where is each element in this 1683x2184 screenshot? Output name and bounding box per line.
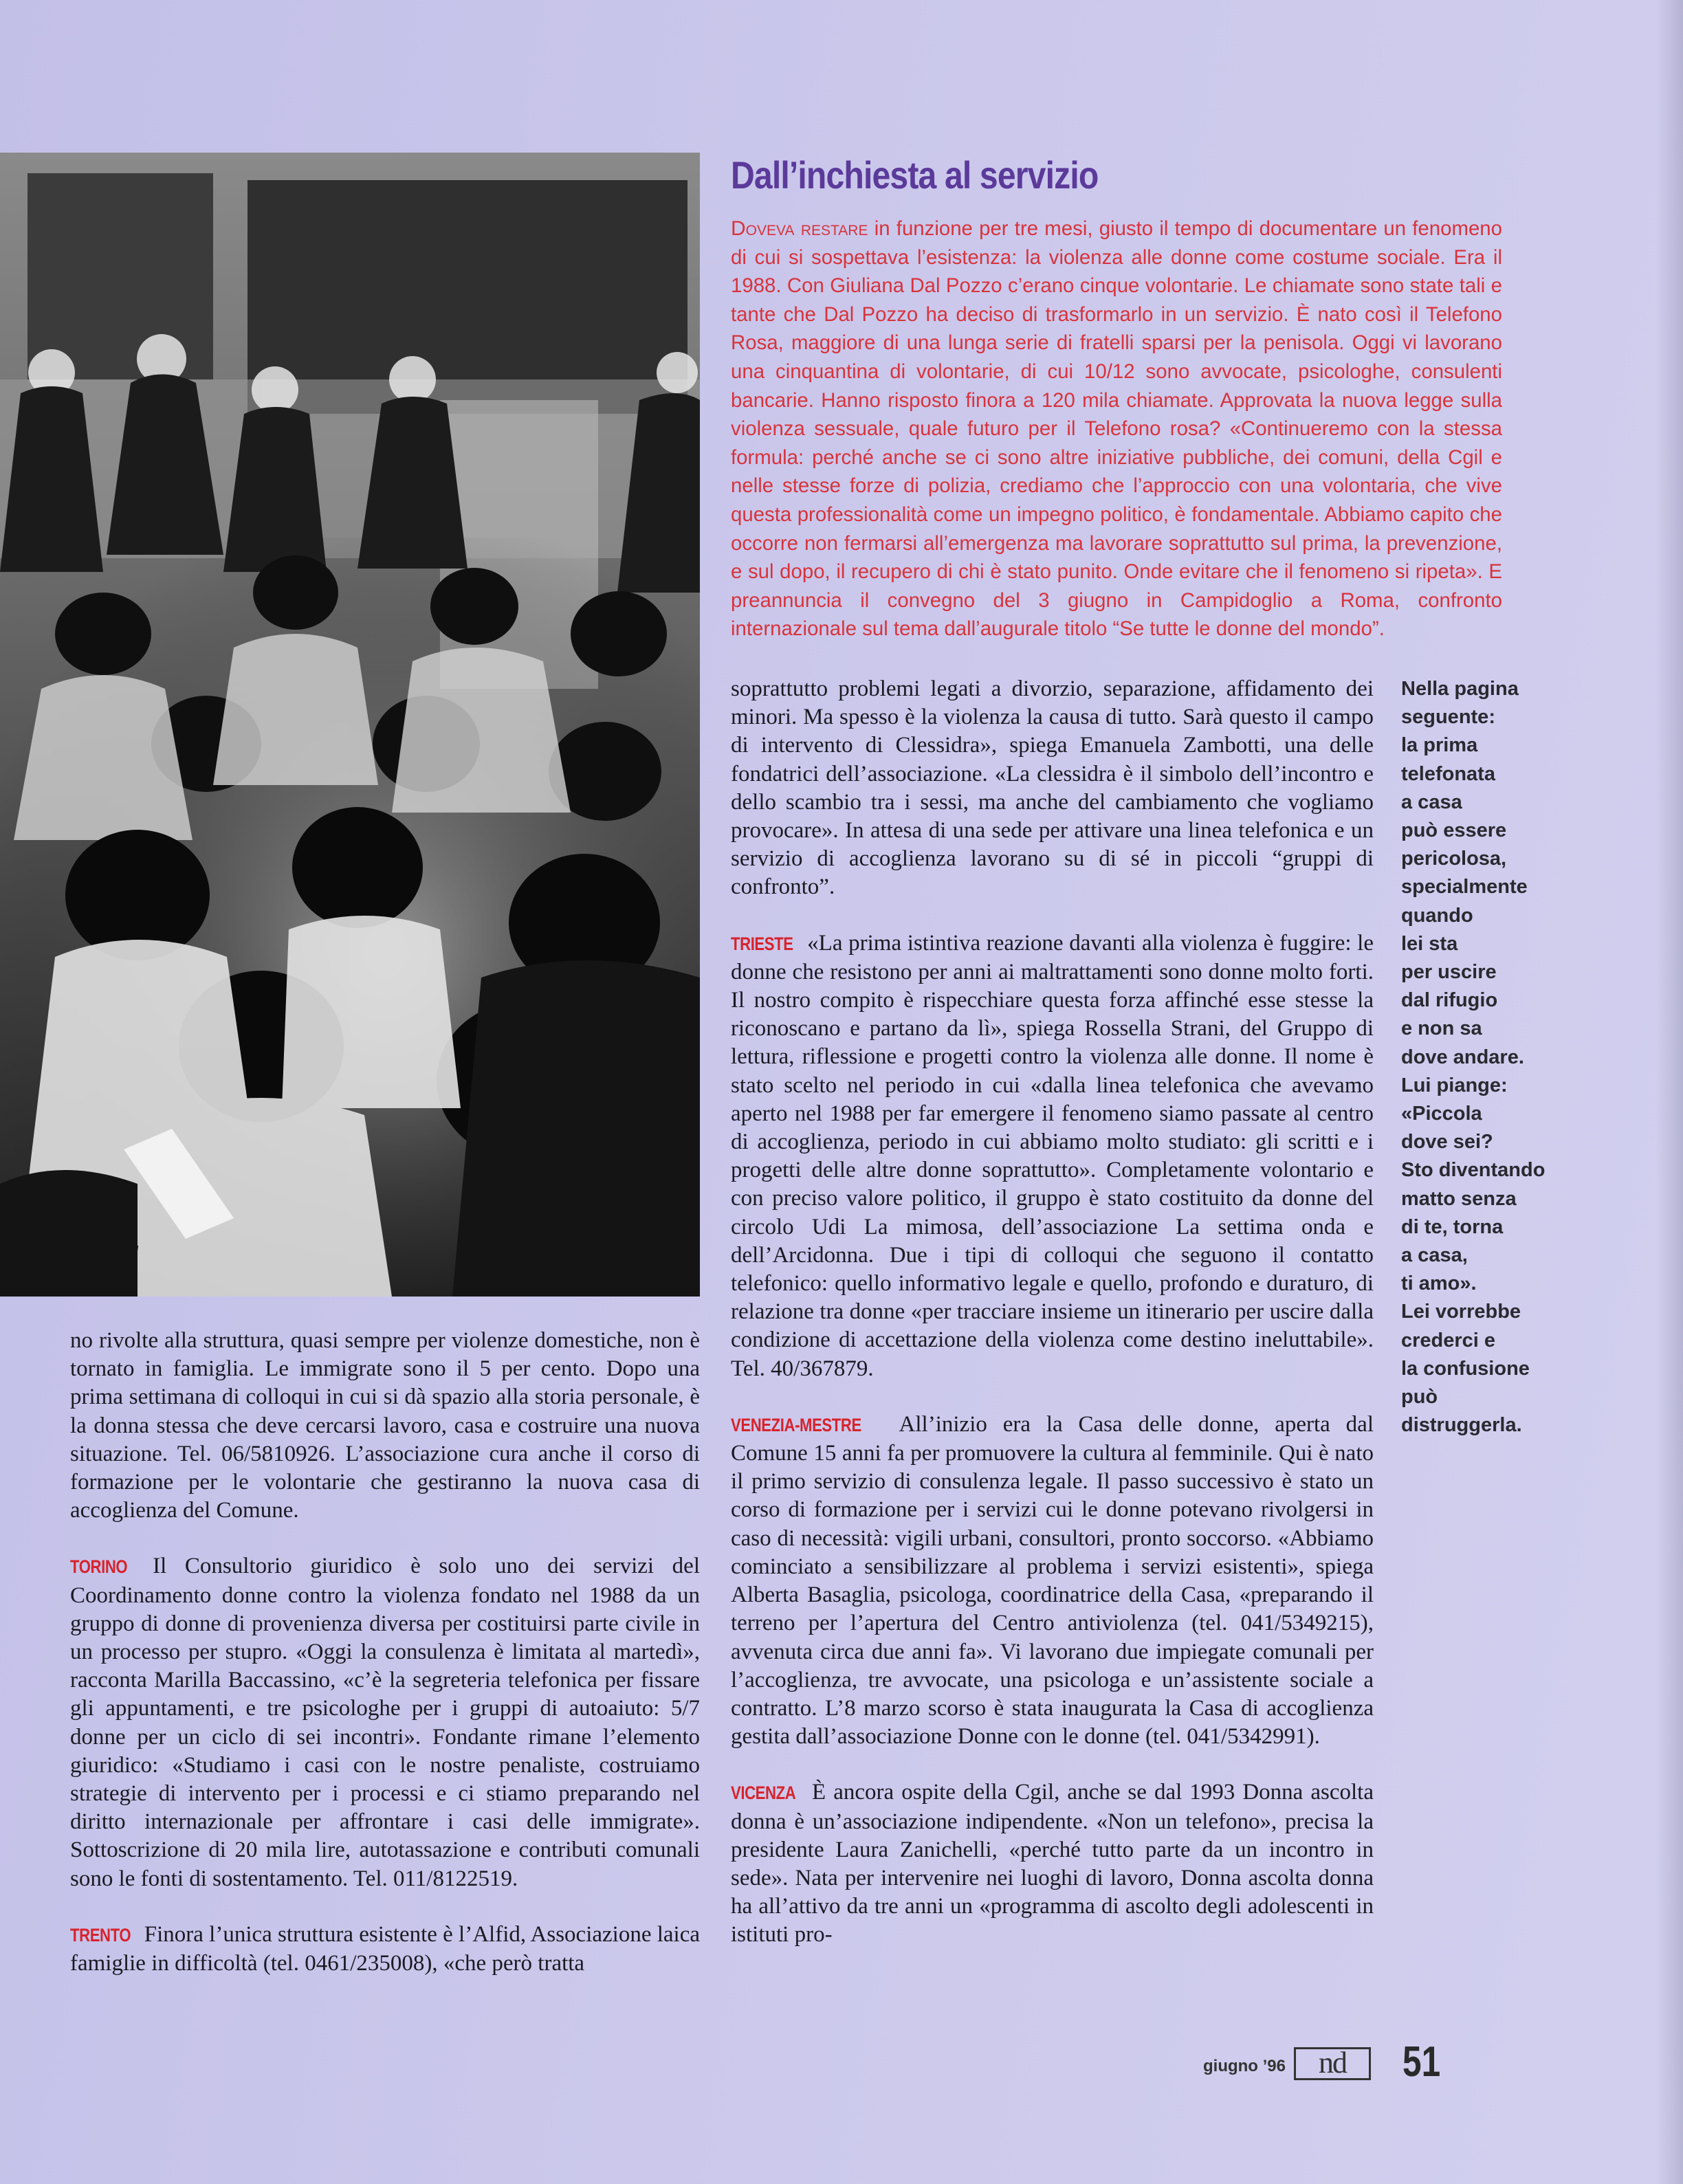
issue-date: giugno ’96 (1203, 2057, 1286, 2075)
paragraph-torino-text: Il Consultorio giuridico è solo uno dei servizi del Coordinamento donne contro la violenza fondato nel 1988 da un gruppo di donne di provenienza diversa per costituirsi parte civile in un processo per stupro. «Oggi la consulenza è limitata al martedì», racconta Marilla Baccassino, «c’è la segreteria telefonica per fissare gli appuntamenti, e tre psicologhe per i gruppi di autoaiuto: 5/7 donne per un ciclo di sei incontri». Fondante rimane l’elemento giuridico: «Studiamo i casi con le nostre penaliste, costruiamo strategie di intervento per i processi e ci stiamo preparando nel diritto internazionale per affrontare i casi delle immigrate». Sottoscrizione di 20 mila lire, autotassazione e contributi comunali sono le fonti di sostentamento. Tel. 011/8122519. (70, 1554, 700, 1891)
sidebar-lead: Doveva restare (731, 217, 868, 240)
column-right (731, 675, 1374, 1977)
page-number: 51 (1402, 2038, 1441, 2086)
paragraph-trieste-text: «La prima istintiva reazione davanti alla violenza è fuggire: le donne che resistono per anni ai maltrattamenti sono donne molto forti. Il nostro compito è rispecchiare questa forza affinché esse stesse la riconoscano e partano da lì», spiega Rossella Strani, del Gruppo di lettura, riflessione e progetti contro la violenza alle donne. Il nome è stato scelto nel periodo in cui «dalla linea telefonica che avevamo aperto nel 1988 per far emergere il fenomeno siamo passate al centro di accoglienza, periodo in cui abbiamo molto studiato: gli scritti e i progetti delle altre donne soprattutto». Completamente volontario e con preciso valore politico, il gruppo è stato costituito da donne del circolo Udi La mimosa, dell’associazione La settima onda e dell’Arcidonna. Due i tipi di colloqui che seguono il contatto telefonico: quello informativo legale e quello, profondo e duraturo, di relazione tra donne «per tracciare insieme un itinerario per uscire dalla condizione di accettazione della violenza come destino ineluttabile». Tel. 40/367879. (731, 930, 1374, 1381)
paragraph-venezia (731, 1411, 1374, 1751)
sidebar-text: in funzione per tre mesi, giusto il tempo di documentare un fenomeno di cui si sospettava l’esistenza: la violenza alle donne come costume sociale. Era il 1988. Con Giuliana Dal Pozzo c’erano cinque volontarie. Le chiamate sono state tali e tante che Dal Pozzo ha deciso di trasformarlo in un servizio. È nato così il Telefono Rosa, maggiore di una lunga serie di fratelli sparsi per la penisola. Oggi vi lavorano una cinquantina di volontarie, di cui 10/12 sono avvocate, psicologhe, consulenti bancarie. Hanno risposto finora a 120 mila chiamate. Approvata la nuova legge sulla violenza sessuale, quale futuro per il Telefono rosa? «Continueremo con la stessa formula: perché anche se ci sono altre iniziative pubbliche, dei comuni, della Cgil e nelle stesse forze di polizia, crediamo che l’approccio con una volontaria, che vive questa professionalità come un impegno politico, è fondamentale. Abbiamo capito che occorre non fermarsi all’emergenza ma lavorare soprattutto sul prima, la prevenzione, e sul dopo, il recupero di chi è stato punito. Onde evitare che il fenomeno si ripeta». E preannuncia il convegno del 3 giugno in Campidoglio a Roma, confronto internazionale sul tema dall’augurale titolo “Se tutte le donne del mondo”. (731, 217, 1502, 641)
paragraph-trento-text: Finora l’unica struttura esistente è l’Alfid, Associazione laica famiglie in difficoltà (tel. 0461/235008), «che però tratta (70, 1921, 701, 1976)
city-label-trieste: TRIESTE (731, 933, 793, 954)
city-label-trento: TRENTO (70, 1924, 131, 1945)
column-left (70, 1327, 700, 2005)
paragraph-torino (70, 1552, 700, 1893)
paragraph-trento-cont: soprattutto problemi legati a divorzio, separazione, affidamento dei minori. Ma spesso è la violenza la causa di tutto. Sarà questo il campo di intervento di Clessidra», spiega Emanuela Zambotti, una delle fondatrici dell’associazione. «La clessidra è il simbolo dell’incontro e dello scambio tra i sessi, ma anche del cambiamento che vogliamo provocare». In attesa di una sede per attivare una linea telefonica e un servizio di accoglienza lavorano su di sé in piccoli “gruppi di confronto”. (731, 676, 1374, 900)
page-spine-shadow (1656, 0, 1683, 2184)
paragraph-vicenza (731, 1778, 1374, 1949)
paragraph-vicenza-text: È ancora ospite della Cgil, anche se dal 1993 Donna ascolta donna è un’associazione indipendente. «Non un telefono», precisa la presidente Laura Zanichelli, «perché tutto parte da un incontro in sede». Nata per intervenire nei luoghi di lavoro, Donna ascolta donna ha all’attivo da tre anni un «programma di ascolto degli adolescenti in istituti pro- (731, 1780, 1374, 1948)
sidebar-body (731, 214, 1502, 643)
photo-caption: Nella pagina seguente: la prima telefonata a casa può essere pericolosa, specialmente quando lei sta per uscire dal rifugio e non sa dove andare. Lui piange: «Piccola dove sei? Sto diventando matto senza di te, torna a casa, ti amo». Lei vorrebbe crederci e la confusione può distruggerla. (1401, 678, 1546, 1437)
paragraph-roma-end: no rivolte alla struttura, quasi sempre per violenze domestiche, non è tornato in famiglia. Le immigrate sono il 5 per cento. Dopo una prima settimana di colloqui in cui si dà spazio alla storia personale, è la donna stessa che deve cercarsi lavoro, casa e costruire una nuova situazione. Tel. 06/5810926. L’associazione cura anche il corso di formazione per le volontarie che gestiranno la nuova casa di accoglienza del Comune. (70, 1328, 700, 1523)
city-label-vicenza: VICENZA (731, 1783, 796, 1804)
group-meeting-photo (0, 153, 700, 1297)
paragraph-venezia-text: All’inizio era la Casa delle donne, aperta dal Comune 15 anni fa per promuovere la cultura al femminile. Qui è nato il primo servizio di consulenza legale. Il passo successivo è stato un corso di formazione per i servizi cui le donne potevano rivolgersi in caso di necessità: vigili urbani, consultori, pronto soccorso. «Abbiamo cominciato a sensibilizzare al problema i servizi esistenti», spiega Alberta Basaglia, psicologa, coordinatrice della Casa, «preparando il terreno per l’apertura del Centro antiviolenza (tel. 041/5349215), avvenuta circa due anni fa». Vi lavorano due impiegate comunali per l’accoglienza, tre avvocate, una psicologa e un’assistente sociale a contratto. L’8 marzo scorso è stata inaugurata la Casa di accoglienza gestita dall’associazione Donne con le donne (tel. 041/5342991). (731, 1411, 1374, 1750)
paragraph-trieste (731, 929, 1374, 1383)
paragraph-trento (70, 1921, 700, 1978)
city-label-venezia-mestre: VENEZIA-MESTRE (731, 1414, 861, 1435)
city-label-torino: TORINO (70, 1556, 128, 1578)
magazine-logo: nd (1294, 2047, 1371, 2080)
sidebar-title: Dall’inchiesta al servizio (731, 153, 1099, 197)
